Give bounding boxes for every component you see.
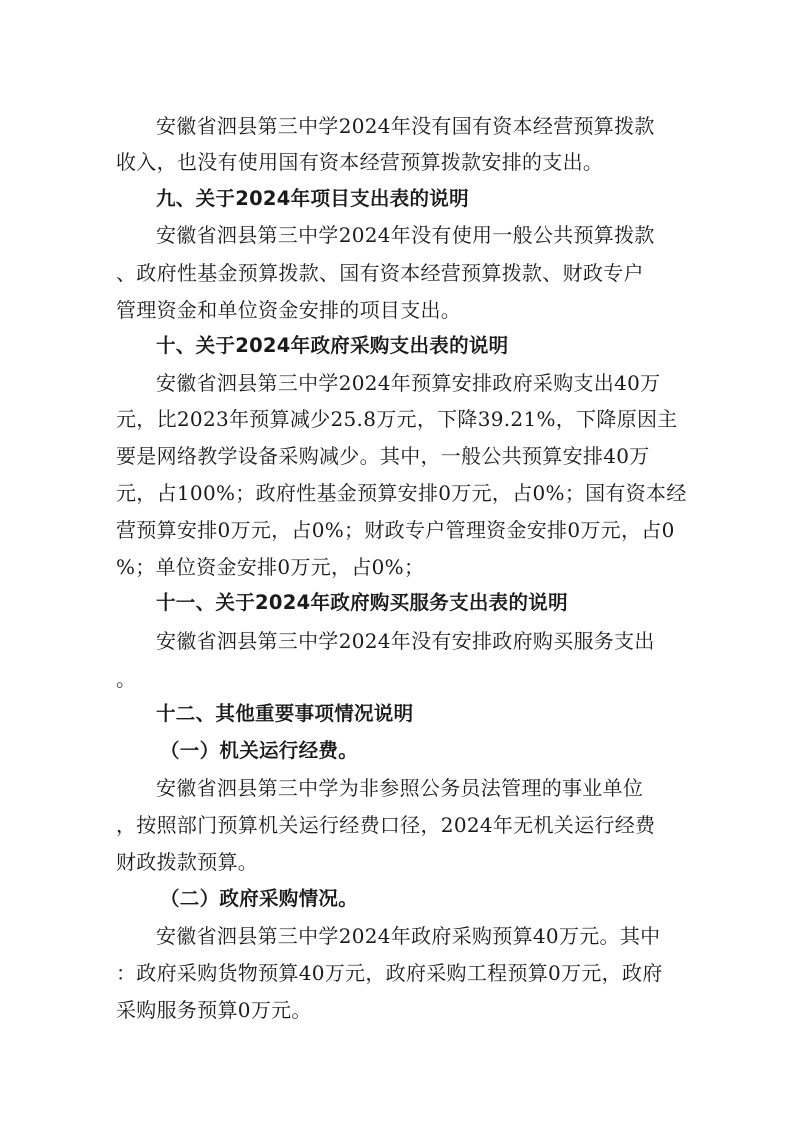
subsection-heading: （一）机关运行经费。 bbox=[160, 739, 359, 762]
paragraph-line: 安徽省泗县第三中学2024年没有使用一般公共预算拨款 bbox=[156, 223, 655, 247]
paragraph-line: 安徽省泗县第三中学2024年没有安排政府购买服务支出 bbox=[156, 629, 655, 653]
paragraph-line: 元，占100%；政府性基金预算安排0万元，占0%；国有资本经 bbox=[116, 481, 687, 505]
paragraph-line: 要是网络教学设备采购减少。其中，一般公共预算安排40万 bbox=[116, 444, 650, 468]
paragraph-line: 收入，也没有使用国有资本经营预算拨款安排的支出。 bbox=[116, 150, 604, 174]
paragraph-line: 元，比2023年预算减少25.8万元，下降39.21%，下降原因主 bbox=[116, 407, 678, 431]
paragraph-line: 。 bbox=[116, 667, 137, 691]
paragraph-line: ，按照部门预算机关运行经费口径，2024年无机关运行经费 bbox=[116, 813, 656, 837]
paragraph-line: 采购服务预算0万元。 bbox=[116, 998, 312, 1022]
section-heading: 十、关于2024年政府采购支出表的说明 bbox=[156, 334, 509, 357]
paragraph-line: ：政府采购货物预算40万元，政府采购工程预算0万元，政府 bbox=[116, 961, 663, 985]
paragraph-line: %；单位资金安排0万元，占0%； bbox=[116, 555, 425, 579]
section-heading: 九、关于2024年项目支出表的说明 bbox=[156, 187, 469, 210]
paragraph-line: 管理资金和单位资金安排的项目支出。 bbox=[116, 298, 462, 322]
paragraph-line: 、政府性基金预算拨款、国有资本经营预算拨款、财政专户 bbox=[116, 261, 644, 285]
paragraph-line: 安徽省泗县第三中学2024年政府采购预算40万元。其中 bbox=[156, 924, 661, 948]
paragraph-line: 安徽省泗县第三中学2024年没有国有资本经营预算拨款 bbox=[156, 114, 655, 138]
section-heading: 十二、其他重要事项情况说明 bbox=[156, 702, 414, 725]
paragraph-line: 营预算安排0万元，占0%；财政专户管理资金安排0万元，占0 bbox=[116, 518, 675, 542]
paragraph-line: 安徽省泗县第三中学为非参照公务员法管理的事业单位 bbox=[156, 776, 644, 800]
paragraph-line: 财政拨款预算。 bbox=[116, 850, 259, 874]
subsection-heading: （二）政府采购情况。 bbox=[160, 887, 359, 910]
section-heading: 十一、关于2024年政府购买服务支出表的说明 bbox=[156, 591, 568, 614]
paragraph-line: 安徽省泗县第三中学2024年预算安排政府采购支出40万 bbox=[156, 371, 661, 395]
